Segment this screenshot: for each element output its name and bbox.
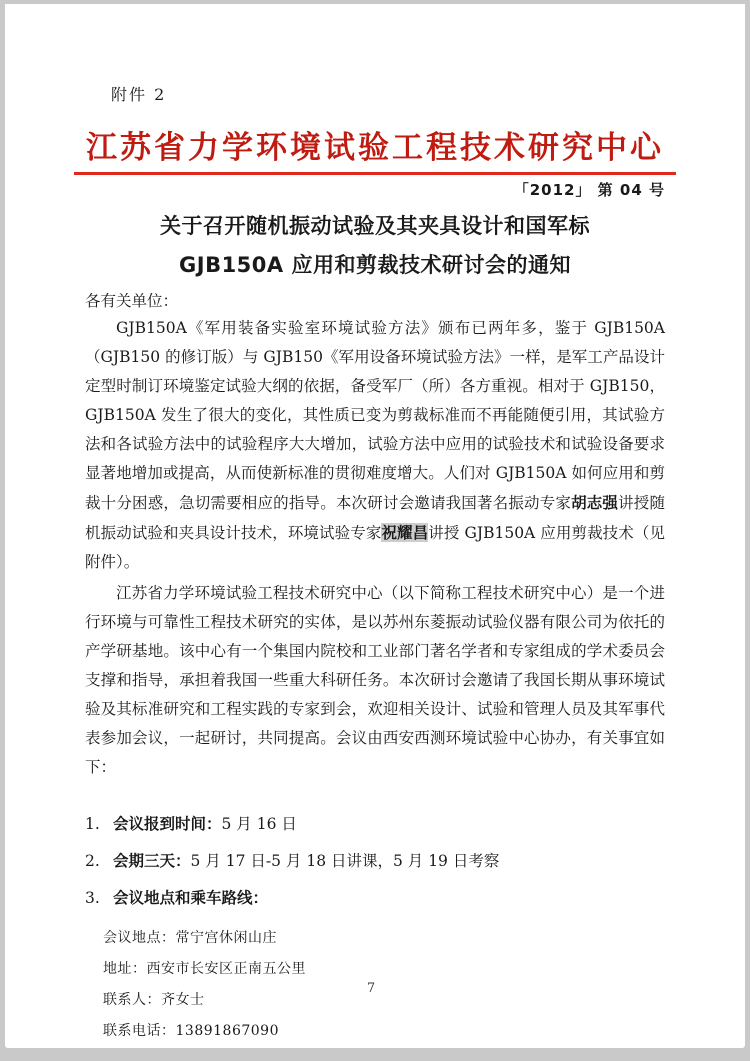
agenda-item-text: 5 月 16 日 [221,815,297,833]
doc-number: 「2012」 第 04 号 [513,181,665,199]
agenda-item-label: 会议报到时间： [113,815,222,833]
notice-title-line1: 关于召开随机振动试验及其夹具设计和国军标 [160,214,590,238]
agenda-item-3 [85,886,665,910]
page-number: 7 [366,981,376,996]
agenda-item-text: 5 月 17 日-5 月 18 日讲课，5 月 19 日考察 [190,852,500,870]
agenda-item-label: 会议地点和乘车路线： [113,889,269,907]
letterhead-org-name: 江苏省力学环境试验工程技术研究中心 [74,128,676,175]
detail-venue: 会议地点：常宁宫休闲山庄 [103,930,277,946]
salutation: 各有关单位： [85,292,179,310]
expert-name-1: 胡志强 [571,493,619,512]
agenda-item-number: 3. [85,889,100,907]
agenda-list [85,812,665,910]
expert-name-2: 祝耀昌 [381,523,429,542]
document-page [5,4,745,1048]
document-content [5,84,745,1047]
paragraph-1-text: 讲授 GJB150A 应用剪裁技术（见附件）。 [85,524,665,571]
paragraph-1-text: GJB150A《军用装备实验室环境试验方法》颁布已两年多，鉴于 GJB150A（GJB150 的修订版）与 GJB150《军用设备环境试验方法》一样，是军工产品设计定型时制订环境鉴定试验大纲的依据，备受军厂（所）各方重视。相对于 GJB150，GJB150A 发生了很大的变化，其性质已变为剪裁标准而不再能随便引用，其试验方法和各试验方法中的试验程序大大增加，试验方法中应用的试验技术和试验设备要求显著地增加或提高，从而使新标准的贯彻难度增大。人们对 GJB150A 如何应用和剪裁十分困惑，急切需要相应的指导。本次研讨会邀请我国著名振动专家 [85,319,665,512]
body-paragraph-2: 江苏省力学环境试验工程技术研究中心（以下简称工程技术研究中心）是一个进行环境与可靠性工程技术研究的实体，是以苏州东菱振动试验仪器有限公司为依托的产学研基地。该中心有一个集国内院校和工业部门著名学者和专家组成的学术委员会支撑和指导，承担着我国一些重大科研任务。本次研讨会邀请了我国长期从事环境试验及其标准研究和工程实践的专家到会，欢迎相关设计、试验和管理人员及其军事代表参加会议，一起研讨，共同提高。会议由西安西测环境试验中心协办，有关事宜如下： [85,584,665,776]
agenda-item-2 [85,849,665,873]
attachment-label: 附件 2 [111,85,167,104]
agenda-item-1 [85,812,665,836]
agenda-item-label: 会期三天： [113,852,191,870]
detail-contact-phone: 联系电话：13891867090 [103,1023,279,1039]
detail-address: 地址：西安市长安区正南五公里 [103,961,306,977]
agenda-item-number: 2. [85,852,100,870]
notice-title-line2: GJB150A 应用和剪裁技术研讨会的通知 [179,253,571,277]
paragraph-1-text: 讲授随机振动试验和夹具设计技术，环境试验专家 [85,494,665,542]
agenda-item-number: 1. [85,815,100,833]
detail-contact-person: 联系人：齐女士 [103,992,205,1008]
body-paragraph-1 [85,314,665,577]
